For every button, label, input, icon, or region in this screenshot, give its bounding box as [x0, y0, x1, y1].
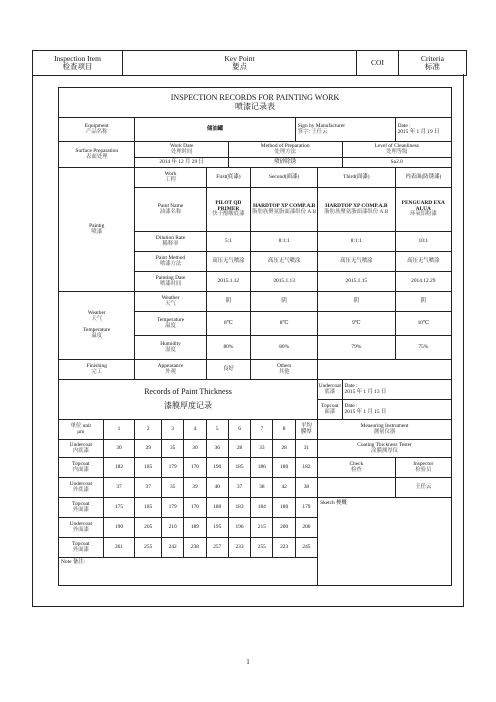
appearance-label: Appearance 外观: [135, 360, 206, 380]
thickness-cell: 184: [251, 498, 273, 518]
row-label-5: Undercoat 外面漆: [59, 518, 104, 538]
paint-name-4: PENGUARD EXA ALUA 环氧铝粉漆: [395, 188, 451, 232]
thickness-cell: 35: [162, 478, 184, 498]
thickness-cell: 242: [162, 538, 184, 558]
weather-2: 阴: [251, 292, 318, 312]
thickness-cell: 257: [206, 538, 228, 558]
dilution-3: 8:1:1: [318, 232, 396, 252]
check-value: [318, 478, 396, 498]
thickness-cell: 180: [273, 498, 295, 518]
painting-date-1: 2015.1.12: [206, 272, 251, 292]
col-8: 8: [273, 420, 295, 440]
thickness-cell: 42: [273, 478, 295, 498]
painting-date-4: 2014.12.29: [395, 272, 451, 292]
weather-4: 阴: [395, 292, 451, 312]
equipment-value: 储油罐: [135, 118, 295, 142]
header-key-point: Key Point 要点: [123, 51, 357, 76]
row-label-1: Undercoat 内底漆: [59, 440, 104, 458]
inspector-name: 王任云: [395, 478, 451, 498]
row-label-4: Topcoat 外面漆: [59, 498, 104, 518]
finishing-label: Finishing 完工: [59, 360, 135, 380]
cleanliness-label: Level of Cleanliness 处理等级: [342, 142, 452, 158]
manufacturer-sign: Sign by Manufacturer 签字: 王任云: [295, 118, 395, 142]
thickness-cell: 200: [273, 518, 295, 538]
weather-label: Weather 天气: [135, 292, 206, 312]
thickness-cell: 223: [273, 538, 295, 558]
instrument-label: Measuring Instrument 测量仪器: [318, 420, 452, 440]
painting-date-2: 2015.1.13: [251, 272, 318, 292]
thickness-cell: 40: [206, 478, 228, 498]
paint-method-1: 高压无气喷涂: [206, 252, 251, 272]
thickness-title: Records of Paint Thickness 漆膜厚度记录: [59, 380, 318, 420]
thickness-cell: 28: [273, 440, 295, 458]
header-inspection-item: Inspection Item 检查项目: [33, 51, 123, 76]
temperature-2: 8℃: [251, 312, 318, 336]
humidity-4: 75%: [395, 336, 451, 360]
undercoat-date-label: Undercoat 底漆: [318, 380, 342, 400]
thickness-cell: 195: [206, 518, 228, 538]
thickness-cell: 215: [251, 518, 273, 538]
col-7: 7: [251, 420, 273, 440]
thickness-cell: 38: [251, 478, 273, 498]
unit-label: 单位 unit μm: [59, 420, 104, 440]
appearance-value: 良好: [206, 360, 251, 380]
thickness-cell: 33: [251, 440, 273, 458]
topcoat-date-label: Topcoat 面漆: [318, 400, 342, 420]
humidity-label: Humidity 湿度: [135, 336, 206, 360]
thickness-cell: 190: [206, 458, 228, 478]
thickness-cell: 255: [135, 538, 162, 558]
equipment-label: Equipment 产品名称: [59, 118, 135, 142]
method-prep-value: 喷砂除锈: [228, 158, 342, 168]
header-coi: COI: [357, 51, 399, 76]
weather-3: 阴: [318, 292, 396, 312]
thickness-cell: 37: [228, 478, 250, 498]
col-4: 4: [184, 420, 206, 440]
thickness-cell: 179: [162, 498, 184, 518]
work-label: Work 工程: [135, 168, 206, 188]
temperature-label: Temperature 温度: [135, 312, 206, 336]
thickness-cell: 190: [103, 518, 135, 538]
cleanliness-value: Sa2.0: [342, 158, 452, 168]
row-label-2: Topcoat 内面漆: [59, 458, 104, 478]
humidity-1: 80%: [206, 336, 251, 360]
inspector-label: Inspector 检验员: [395, 458, 451, 478]
thickness-cell: 30: [184, 440, 206, 458]
thickness-avg: 245: [295, 538, 317, 558]
weather-1: 阴: [206, 292, 251, 312]
paintig-label: Paintig 喷漆: [59, 168, 135, 292]
dilution-2: 8:1:1: [251, 232, 318, 252]
paint-method-4: 高压无气喷涂: [395, 252, 451, 272]
thickness-cell: 179: [162, 458, 184, 478]
thickness-cell: 196: [228, 518, 250, 538]
thickness-avg: 38: [295, 478, 317, 498]
dilution-4: 10:1: [395, 232, 451, 252]
thickness-cell: 205: [135, 518, 162, 538]
others-label: Others 其他: [251, 360, 318, 380]
thickness-cell: 30: [103, 440, 135, 458]
paint-name-2: HARDTOP XP COMP.A.B 脂肪族聚氨脂面漆组份 A.B: [251, 188, 318, 232]
thickness-cell: 36: [206, 440, 228, 458]
thickness-cell: 170: [184, 458, 206, 478]
thickness-cell: 185: [135, 498, 162, 518]
thickness-cell: 185: [135, 458, 162, 478]
inspection-record-table: [58, 87, 452, 586]
header-criteria: Criteria 标准: [399, 51, 467, 76]
paint-name-label: Paint Name 油漆名称: [135, 188, 206, 232]
check-label: Check 检查: [318, 458, 396, 478]
dilution-1: 5:1: [206, 232, 251, 252]
col-5: 5: [206, 420, 228, 440]
thickness-avg: 200: [295, 518, 317, 538]
paint-method-label: Paint Method 喷漆方法: [135, 252, 206, 272]
thickness-cell: 37: [103, 478, 135, 498]
col-2: 2: [135, 420, 162, 440]
thickness-avg: 182: [295, 458, 317, 478]
page-number: 1: [246, 658, 250, 666]
weather-temperature-label: Weather 天气 Temperature 温度: [59, 292, 135, 360]
thickness-cell: 185: [228, 458, 250, 478]
coat-inner: 内表面(防锈漆): [395, 168, 451, 188]
avg-label: 平均 膜厚: [295, 420, 317, 440]
thickness-cell: 261: [103, 538, 135, 558]
sketch-area: Sketch 梗概: [318, 498, 452, 586]
col-1: 1: [103, 420, 135, 440]
painting-date-3: 2015.1.15: [318, 272, 396, 292]
temperature-4: 10℃: [395, 312, 451, 336]
thickness-cell: 210: [162, 518, 184, 538]
thickness-cell: 186: [251, 458, 273, 478]
paint-name-1: PILOT QD PRIMER 快干醇酸底漆: [206, 188, 251, 232]
others-value: [318, 360, 452, 380]
work-date-label: Work Date 处理时间: [135, 142, 228, 158]
thickness-cell: 28: [228, 440, 250, 458]
thickness-cell: 37: [135, 478, 162, 498]
thickness-cell: 183: [228, 498, 250, 518]
thickness-cell: 170: [184, 498, 206, 518]
thickness-avg: 179: [295, 498, 317, 518]
col-3: 3: [162, 420, 184, 440]
thickness-cell: 39: [184, 478, 206, 498]
humidity-2: 80%: [251, 336, 318, 360]
paint-method-2: 高压无气喷涂: [251, 252, 318, 272]
thickness-cell: 255: [251, 538, 273, 558]
method-prep-label: Method of Preparation 处理方法: [228, 142, 342, 158]
row-label-6: Topcoat 外面漆: [59, 538, 104, 558]
note: Note 备注:: [59, 558, 318, 586]
dilution-label: Dilution Rate 稀释率: [135, 232, 206, 252]
thickness-cell: 233: [228, 538, 250, 558]
surface-prep-label: Surface Preparation 表面处理: [59, 142, 135, 168]
paint-method-3: 高压无气喷涂: [318, 252, 396, 272]
record-date: Date : 2015 年 1 月 19 日: [395, 118, 451, 142]
thickness-cell: 180: [206, 498, 228, 518]
temperature-1: 8℃: [206, 312, 251, 336]
thickness-cell: 175: [103, 498, 135, 518]
work-date-value: 2014 年 12 月 29 日: [135, 158, 228, 168]
thickness-cell: 180: [273, 458, 295, 478]
thickness-cell: 29: [135, 440, 162, 458]
col-6: 6: [228, 420, 250, 440]
thickness-cell: 189: [184, 518, 206, 538]
tester-label: Coating Thickness Tester 涂膜测厚仪: [318, 440, 452, 458]
thickness-cell: 182: [103, 458, 135, 478]
coat-third: Third(面漆): [318, 168, 396, 188]
temperature-3: 9℃: [318, 312, 396, 336]
coat-second: Second(面漆): [251, 168, 318, 188]
thickness-cell: 238: [184, 538, 206, 558]
record-title: INSPECTION RECORDS FOR PAINTING WORK 喷漆记录表: [59, 88, 452, 118]
humidity-3: 79%: [318, 336, 396, 360]
row-label-3: Undercoat 外底漆: [59, 478, 104, 498]
painting-date-label: Painting Date 喷漆时间: [135, 272, 206, 292]
thickness-avg: 31: [295, 440, 317, 458]
thickness-cell: 35: [162, 440, 184, 458]
paint-name-3: HARDTOP XP COMP.A.B 脂肪族聚氨脂面漆组份 A.B: [318, 188, 396, 232]
topcoat-date: Date : 2015 年 1 月 15 日: [342, 400, 452, 420]
header-table: [32, 50, 467, 76]
undercoat-date: Date : 2015 年 1 月 13 日: [342, 380, 452, 400]
coat-first: First(底漆): [206, 168, 251, 188]
